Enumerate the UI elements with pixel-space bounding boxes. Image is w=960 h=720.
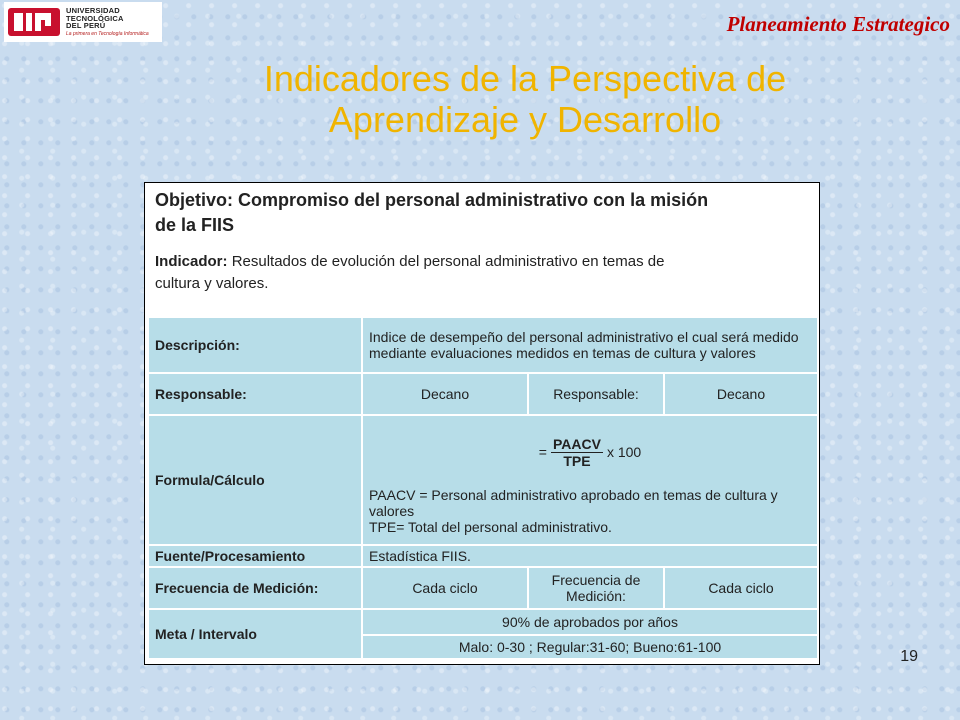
fuente-label: Fuente/Procesamiento bbox=[148, 545, 362, 567]
meta-value: 90% de aprobados por años bbox=[362, 609, 818, 635]
indicator-text-line-2: cultura y valores. bbox=[155, 275, 269, 292]
intervalo-value: Malo: 0-30 ; Regular:31-60; Bueno:61-100 bbox=[362, 635, 818, 659]
card-header bbox=[145, 183, 819, 300]
logo-line-1: UNIVERSIDAD bbox=[66, 6, 120, 16]
slide-title-line-1: Indicadores de la Perspectiva de bbox=[263, 58, 787, 99]
logo-line-2: TECNOLÓGICA bbox=[66, 13, 124, 23]
indicator-text bbox=[155, 251, 809, 295]
formula-note-1: PAACV = Personal administrativo aprobado en temas de cultura y valores bbox=[369, 486, 778, 519]
fuente-value: Estadística FIIS. bbox=[362, 545, 818, 567]
descripcion-text: Indice de desempeño del personal administrativo el cual será medido mediante evaluaciones medidos en temas de cultura y valores bbox=[362, 317, 818, 373]
formula-multiplier: x 100 bbox=[606, 444, 642, 460]
frecuencia-label-2: Frecuencia de Medición: bbox=[528, 567, 664, 609]
formula-label: Formula/Cálculo bbox=[148, 415, 362, 545]
university-logo bbox=[4, 2, 162, 42]
indicator-card bbox=[144, 182, 820, 665]
responsable-label-2: Responsable: bbox=[528, 373, 664, 415]
responsable-value-2: Decano bbox=[664, 373, 818, 415]
formula-fraction bbox=[551, 436, 603, 469]
table-row bbox=[148, 317, 818, 373]
frecuencia-label: Frecuencia de Medición: bbox=[148, 567, 362, 609]
table-row bbox=[148, 373, 818, 415]
table-row bbox=[148, 567, 818, 609]
indicator-label: Indicador: bbox=[155, 253, 228, 270]
table-row bbox=[148, 545, 818, 567]
objective-line-1: Objetivo: Compromiso del personal administrativo con la misión bbox=[155, 190, 709, 210]
formula-cell bbox=[362, 415, 818, 545]
utp-emblem-icon bbox=[8, 5, 60, 39]
formula-denominator: TPE bbox=[563, 452, 591, 469]
slide-title-line-2: Aprendizaje y Desarrollo bbox=[328, 99, 722, 140]
formula-note-2: TPE= Total del personal administrativo. bbox=[369, 518, 612, 535]
formula-equals: = bbox=[538, 444, 547, 460]
table-row bbox=[148, 415, 818, 545]
table-row bbox=[148, 609, 818, 635]
frecuencia-value-2: Cada ciclo bbox=[664, 567, 818, 609]
logo-line-3: DEL PERÚ bbox=[66, 21, 106, 31]
descripcion-label: Descripción: bbox=[148, 317, 362, 373]
brand-label: Planeamiento Estrategico bbox=[726, 12, 950, 36]
formula-numerator: PAACV bbox=[552, 435, 601, 452]
frecuencia-value: Cada ciclo bbox=[362, 567, 528, 609]
formula-expression bbox=[369, 436, 811, 469]
indicator-table bbox=[147, 316, 819, 660]
logo-tagline: La primera en Tecnología Informática bbox=[66, 30, 149, 37]
meta-label: Meta / Intervalo bbox=[148, 609, 362, 659]
slide-title bbox=[195, 58, 855, 140]
page-number: 19 bbox=[900, 648, 918, 665]
objective-line-2: de la FIIS bbox=[155, 215, 235, 235]
indicator-text-line-1: Resultados de evolución del personal administrativo en temas de bbox=[231, 253, 665, 270]
responsable-value: Decano bbox=[362, 373, 528, 415]
responsable-label: Responsable: bbox=[148, 373, 362, 415]
